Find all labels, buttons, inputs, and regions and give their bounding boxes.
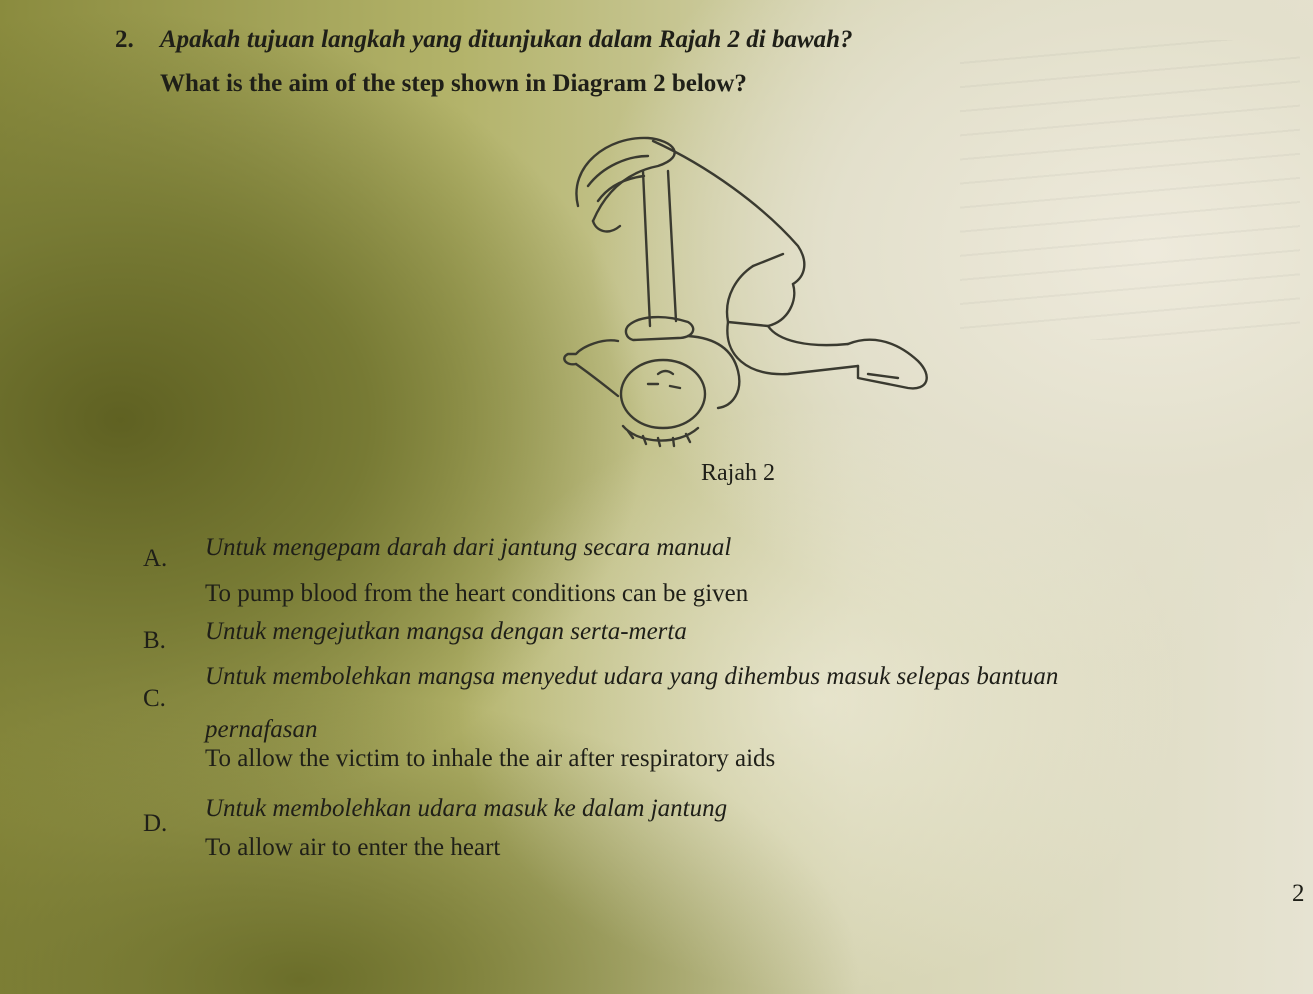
option-b-letter: B. (143, 627, 166, 654)
option-a-malay: Untuk mengepam darah dari jantung secara manual (205, 534, 732, 561)
option-c-letter: C. (143, 685, 166, 712)
option-d-malay: Untuk membolehkan udara masuk ke dalam jantung (205, 795, 728, 822)
option-b-malay: Untuk mengejutkan mangsa dengan serta-merta (205, 618, 687, 645)
page-number: 2 (1292, 880, 1305, 907)
option-d-english: To allow air to enter the heart (205, 834, 501, 861)
option-c-malay: Untuk membolehkan mangsa menyedut udara yang dihembus masuk selepas bantuan (205, 663, 1059, 690)
question-number: 2. (115, 26, 134, 53)
faded-text-background (960, 40, 1300, 340)
question-english: What is the aim of the step shown in Diagram 2 below? (160, 70, 747, 97)
option-c-english: To allow the victim to inhale the air after respiratory aids (205, 745, 776, 772)
option-c-malay-continued: pernafasan (205, 716, 318, 743)
option-a-letter: A. (143, 545, 168, 572)
cpr-illustration (548, 126, 948, 456)
option-d-letter: D. (143, 810, 168, 837)
diagram-caption: Rajah 2 (701, 460, 775, 486)
question-malay: Apakah tujuan langkah yang ditunjukan dalam Rajah 2 di bawah? (160, 26, 853, 53)
option-a-english: To pump blood from the heart conditions can be given (205, 580, 749, 607)
